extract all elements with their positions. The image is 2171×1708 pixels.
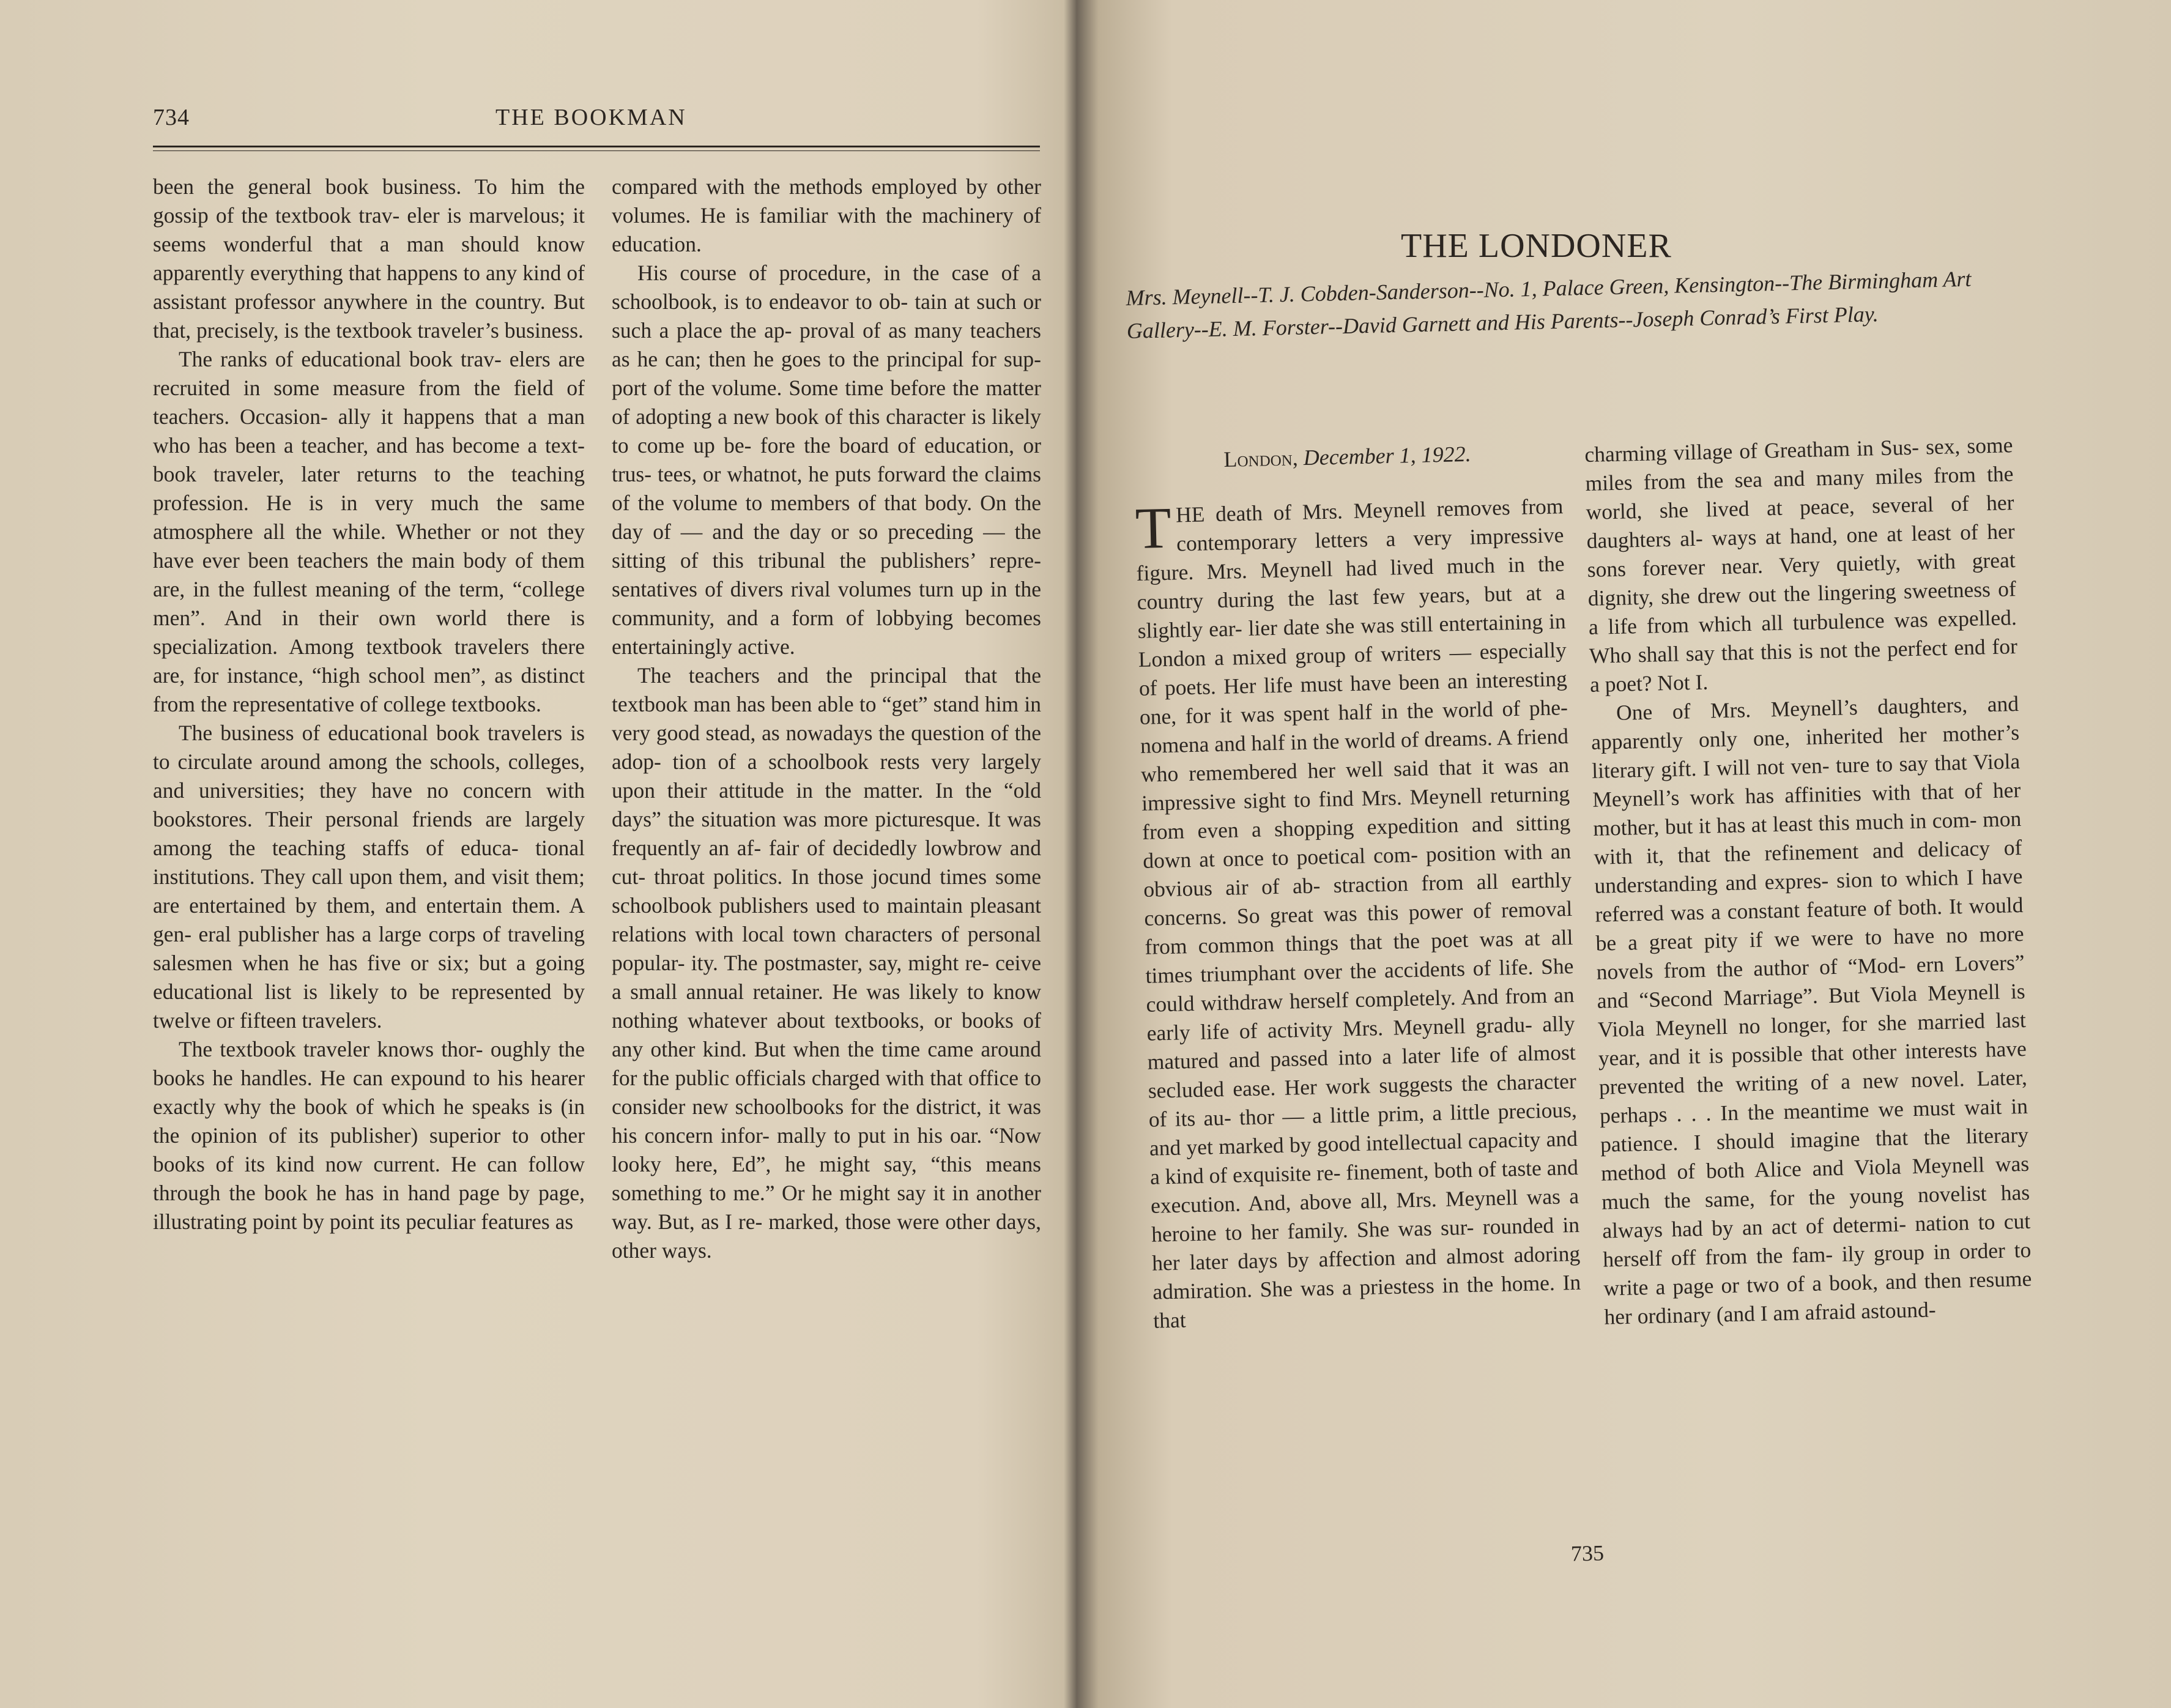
header-rule-thin <box>153 150 1040 151</box>
paragraph: His course of procedure, in the case of a schoolbook, is to endeavor to ob- tain at such or such a place the ap- proval of as many teachers as he can; then he goes to the principal for sup- port of the volume. Some time before the matter of adopting a new book of this character is likely to come up be- fore the board of education, or trus- tees, or whatnot, he puts forward the claims of the volume to members of that body. On the day of — and the day or so preceding — the sitting of this tribunal the publishers’ repre- sentatives of divers rival volumes turn up in the community, and a form of lobbying becomes entertainingly active. <box>612 261 1041 659</box>
paragraph: been the general book business. To him the gossip of the textbook trav- eler is marvelous; it seems wonderful that a man should know apparently everything that happens to any kind of assistant professor anywhere in the country. But that, precisely, is the textbook traveler’s business. <box>153 174 585 343</box>
left-page-column-1 <box>153 173 585 1236</box>
running-head <box>153 104 1040 141</box>
dateline-date: December 1, 1922. <box>1303 441 1472 470</box>
article-title: THE LONDONER <box>1401 227 1672 265</box>
page-number-left: 734 <box>153 105 190 130</box>
paragraph: One of Mrs. Meynell’s daughters, and apparently only one, inherited her mother’s literary gift. I will not ven- ture to say that Viola Meynell’s work has affinities with that of her mother, but it has at least this much in com- mon with it, that the refinement and delicacy of understanding and expres- sion to which I have referred was a constant feature of both. It would be a great pity if we were to have no more novels from the author of “Mod- ern Lovers” and “Second Marriage”. But Viola Meynell is Viola Meynell no longer, for she married last year, and it is possible that other interests have prevented the writing of a new novel. Later, perhaps . . . In the meantime we must wait in patience. I should imagine that the literary method of both Alice and Viola Meynell was much the same, for the young novelist has always had by an act of determi- nation to cut herself off from the fam- ily group in order to write a page or two of a book, and then resume her ordinary (and I am afraid astound- <box>1590 691 2032 1329</box>
paragraph: The textbook traveler knows thor- oughly the books he handles. He can expound to his hearer exactly why the book of which he speaks is (in the opinion of its publisher) superior to other books of its kind now current. He can follow through the book he has in hand page by page, illustrating point by point its peculiar features as <box>153 1037 585 1234</box>
running-title: THE BOOKMAN <box>495 105 687 130</box>
paragraph: The ranks of educational book trav- elers are recruited in some measure from the field of teachers. Occasion- ally it happens that a man who has been a teacher, and has become a text- book traveler, later returns to the teaching profession. He is in very much the same atmosphere all the while. Whether or not they have ever been teachers the main body of them are, in the fullest meaning of the term, “college men”. And in their own world there is specialization. Among textbook travelers there are, for instance, “high school men”, as distinct from the representative of college textbooks. <box>153 347 585 716</box>
header-rule-thick <box>153 146 1040 147</box>
page-number-right: 735 <box>1570 1540 1605 1566</box>
right-page-column-2 <box>1584 431 2033 1332</box>
paragraph: compared with the methods employed by other volumes. He is familiar with the machinery of education. <box>612 174 1041 256</box>
paragraph: charming village of Greatham in Sus- sex, some miles from the sea and many miles from the world, she lived at peace, several of her daughters al- ways at hand, one at least of her sons forever near. Very quietly, with great dignity, she drew out the lingering sweetness of a life from which all turbulence was expelled. Who shall say that this is not the perfect end for a poet? Not I. <box>1584 433 2018 697</box>
article-subtitle: Mrs. Meynell--T. J. Cobden-Sanderson--No. 1, Palace Green, Kensington--The Birmingham Art Gallery--E. M. Forster--David Garnett and His Parents--Joseph Conrad’s First Play. <box>1126 266 1972 343</box>
paragraph-text: HE death of Mrs. Meynell removes from contemporary letters a very impressive figure. Mrs. Meynell had lived much in the country during the last few years, but at a slightly ear- lier date she was still entertaining in London a mixed group of writers — especially of poets. Her life must have been an interesting one, for it was spent half in the world of phe- nomena and half in the world of dreams. A friend who remembered her well said that it was an impressive sight to find Mrs. Meynell returning from even a shopping expedition and sitting down at once to poetical com- position with an obvious air of ab- straction from all earthly concerns. So great was this power of removal from common things that the poet was at all times triumphant over the accidents of life. She could withdraw herself completely. And from an early life of activity Mrs. Meynell gradu- ally matured and passed into a later life of almost secluded ease. Her work suggests the character of its au- thor — a little prim, a little precious, and yet marked by good intellectual capacity and a kind of exquisite re- finement, both of taste and execution. And, above all, Mrs. Meynell was a heroine to her family. She was sur- rounded in her later days by affection and almost adoring admiration. She was a priestess in the home. In that <box>1136 494 1581 1333</box>
drop-cap: T <box>1134 494 1172 561</box>
right-page-column-1 <box>1135 492 1582 1335</box>
paragraph <box>1135 492 1582 1335</box>
dateline-place: London, <box>1223 445 1299 472</box>
left-page <box>0 0 1071 1708</box>
left-page-column-2 <box>612 173 1041 1265</box>
paragraph: The business of educational book travelers is to circulate around among the schools, colleges, and universities; they have no concern with bookstores. Their personal friends are largely among the teaching staffs of educa- tional institutions. They call upon them, and visit them; are entertained by them, and entertain them. A gen- eral publisher has a large corps of traveling salesmen when he has five or six; but a going educational list is likely to be represented by twelve or fifteen travelers. <box>153 721 585 1033</box>
paragraph: The teachers and the principal that the textbook man has been able to “get” stand him in very good stead, as nowadays the question of the adop- tion of a schoolbook rests very largely upon their attitude in the matter. In the “old days” the situation was more picturesque. It was frequently an af- fair of decidedly lowbrow and cut- throat politics. In those jocund times some schoolbook publishers used to maintain pleasant relations with local town characters of personal popular- ity. The postmaster, say, might re- ceive a small annual retainer. He was likely to know nothing whatever about textbooks, or books of any other kind. But when the time came around for the public officials charged with that office to consider new schoolbooks for the district, it was his concern infor- mally to put in his oar. “Now looky here, Ed”, he might say, “this means something to me.” Or he might say it in another way. But, as I re- marked, those were other days, other ways. <box>612 663 1041 1263</box>
